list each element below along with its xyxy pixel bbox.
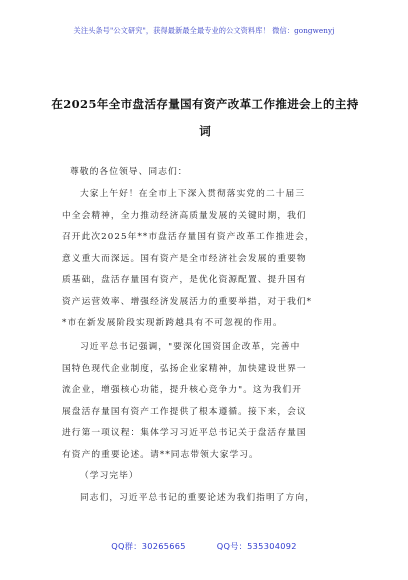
qq-group-number: QQ群：30265665 bbox=[111, 541, 186, 551]
paragraph bbox=[62, 466, 354, 488]
paragraph-line: 流企业，增强核心功能，提升核心竞争力"。这为我们开 bbox=[62, 385, 302, 395]
paragraph-line: 习近平总书记强调，"要深化国资国企改革，完善中 bbox=[80, 342, 301, 352]
paragraph bbox=[62, 337, 354, 466]
paragraph-line: 召开此次2025年**市盘活存量国有资产改革工作推进会， bbox=[62, 232, 315, 242]
document-title-continuation: 词 bbox=[199, 124, 211, 138]
qq-account-number: QQ号：535304092 bbox=[216, 541, 297, 551]
paragraph-line: *市在新发展阶段实现新跨越具有不可忽视的作用。 bbox=[62, 318, 283, 328]
document-title: 在2025年全市盘活存量国有资产改革工作推进会上的主持 bbox=[51, 97, 359, 111]
header-banner: 关注头条号"公文研究"，获得最新最全最专业的公文资料库！ 微信：gongwenyj bbox=[73, 26, 335, 35]
paragraph-line: 资产运营效率、增强经济发展活力的重要举措，对于我们* bbox=[62, 296, 313, 307]
paragraph-line: 大家上午好！在全市上下深入贯彻落实党的二十届三 bbox=[80, 189, 306, 199]
paragraph-line: 国特色现代企业制度，弘扬企业家精神，加快建设世界一 bbox=[62, 363, 307, 374]
paragraph-line: 进行第一项议程：集体学习习近平总书记关于盘活存量国 bbox=[62, 428, 307, 438]
salutation: 尊敬的各位领导、同志们： bbox=[70, 167, 188, 177]
paragraph-line: 中全会精神，全力推动经济高质量发展的关键时期，我们 bbox=[62, 210, 307, 221]
paragraph-line: 同志们，习近平总书记的重要论述为我们指明了方向， bbox=[80, 493, 315, 503]
paragraph-line: 有资产的重要论述。请**同志带领大家学习。 bbox=[62, 449, 259, 460]
footer-contact bbox=[0, 541, 408, 552]
paragraph-line: 展盘活存量国有资产工作提供了根本遵循。接下来，会议 bbox=[62, 406, 307, 417]
paragraph bbox=[62, 488, 354, 510]
paragraph-line: 意义重大而深远。国有资产是全市经济社会发展的重要物 bbox=[62, 253, 307, 264]
paragraph-line: （学习完毕） bbox=[80, 471, 139, 481]
paragraph bbox=[62, 184, 354, 335]
paragraph-line: 质基础，盘活存量国有资产，是优化资源配置、提升国有 bbox=[62, 275, 307, 285]
